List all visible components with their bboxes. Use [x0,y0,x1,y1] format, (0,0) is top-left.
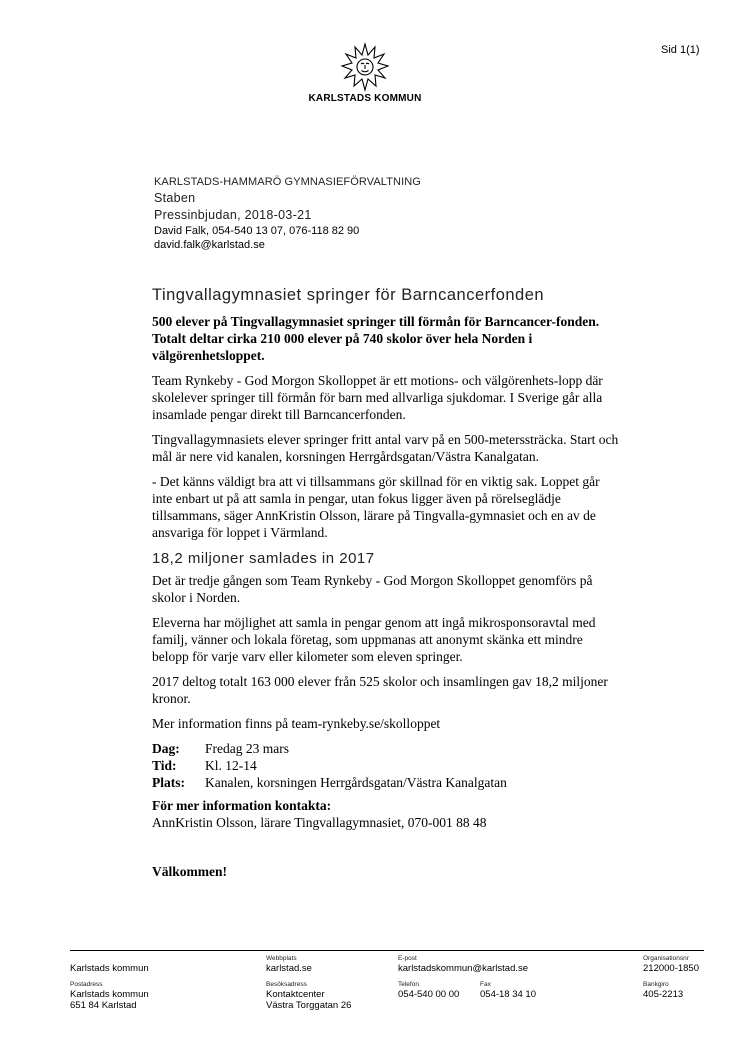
event-day [152,740,622,757]
unit: Staben [154,191,196,205]
sender-block [154,174,421,252]
lead-paragraph: 500 elever på Tingvallagymnasiet springer till förmån för Barncancer-fonden. Totalt deltar cirka 210 000 elever på 740 skolor över hela Norden i välgörenhetsloppet. [152,314,600,363]
footer-orgnr: 212000-1850 [643,963,699,974]
footer-visit-1: Kontaktcenter [266,989,325,1000]
footer-visit-label: Besöksadress [266,981,307,988]
closing: Välkommen! [152,864,227,879]
contact-heading: För mer information kontakta: [152,798,332,813]
doc-type-date: Pressinbjudan, 2018-03-21 [154,208,312,222]
footer-bank: 405-2213 [643,989,684,1000]
more-info-paragraph: Mer information finns på team-rynkeby.se/skolloppet [152,716,441,731]
footer-web[interactable]: karlstad.se [266,963,312,974]
contact-line: AnnKristin Olsson, lärare Tingvallagymnasiet, 070-001 88 48 [152,815,487,830]
footer-fax: 054-18 34 10 [480,989,536,1000]
logo-text: KARLSTADS KOMMUN [308,93,422,104]
footer-orgnr-label: Organisationsnr [643,955,689,962]
footer-fax-label: Fax [480,981,491,988]
footer-phone-label: Telefon [398,981,419,988]
footer-divider [70,950,704,951]
footer-bank-label: Bankgiro [643,981,669,988]
footer-email[interactable]: karlstadskommun@karlstad.se [398,963,529,974]
article-title: Tingvallagymnasiet springer för Barncancerfonden [152,286,545,304]
day-label: Dag: [152,741,180,756]
footer-visit-2: Västra Torggatan 26 [266,1000,352,1011]
event-time [152,757,622,774]
paragraph: - Det känns väldigt bra att vi tillsammans gör skillnad för en viktig sak. Loppet går inte enbart ut på att samla in pengar, utan fokus ligger även på rörelseglädje tillsammans, säger AnnKristin Olsson, lärare på Tingvalla-gymnasiet och en av de ansvariga för loppet i Värmland. [152,474,600,540]
sun-face-emblem-icon [339,42,391,92]
paragraph: Tingvallagymnasiets elever springer fritt antal varv på en 500-meterssträcka. Start och mål är nere vid kanalen, korsningen Herrgårdsgatan/Västra Kanalgatan. [152,432,619,464]
footer-web-label: Webbplats [266,955,297,962]
footer-postal-2: 651 84 Karlstad [70,1000,137,1011]
article-body [152,285,622,880]
page-number: Sid 1(1) [661,44,700,56]
place-label: Plats: [152,775,185,790]
footer-email-label: E-post [398,955,417,962]
paragraph: Eleverna har möjlighet att samla in pengar genom att ingå mikrosponsoravtal med familj, vänner och lokala företag, som uppmanas att anonymt skänka ett mindre belopp för varje varv eller kilometer som eleven springer. [152,615,596,664]
footer-postal-1: Karlstads kommun [70,989,149,1000]
event-place [152,774,622,791]
footer-org-name: Karlstads kommun [70,963,149,974]
footer-phone: 054-540 00 00 [398,989,460,1000]
day-value: Fredag 23 mars [205,741,289,756]
logo [300,42,430,104]
subheading: 18,2 miljoner samlades in 2017 [152,550,375,567]
place-value: Kanalen, korsningen Herrgårdsgatan/Västra Kanalgatan [205,775,507,790]
paragraph: 2017 deltog totalt 163 000 elever från 525 skolor och insamlingen gav 18,2 miljoner kronor. [152,674,608,706]
time-value: Kl. 12-14 [205,758,257,773]
paragraph: Det är tredje gången som Team Rynkeby - God Morgon Skolloppet genomförs på skolor i Norden. [152,573,593,605]
department: KARLSTADS-HAMMARÖ GYMNASIEFÖRVALTNING [154,176,421,188]
contact-phone: David Falk, 054-540 13 07, 076-118 82 90 [154,225,360,237]
paragraph: Team Rynkeby - God Morgon Skolloppet är ett motions- och välgörenhets-lopp där skolelever springer till förmån för barn med allvarliga sjukdomar. I Sverige går alla insamlade pengar direkt till Barncancerfonden. [152,373,603,422]
footer-postal-label: Postadress [70,981,103,988]
time-label: Tid: [152,758,177,773]
contact-email: david.falk@karlstad.se [154,239,265,251]
